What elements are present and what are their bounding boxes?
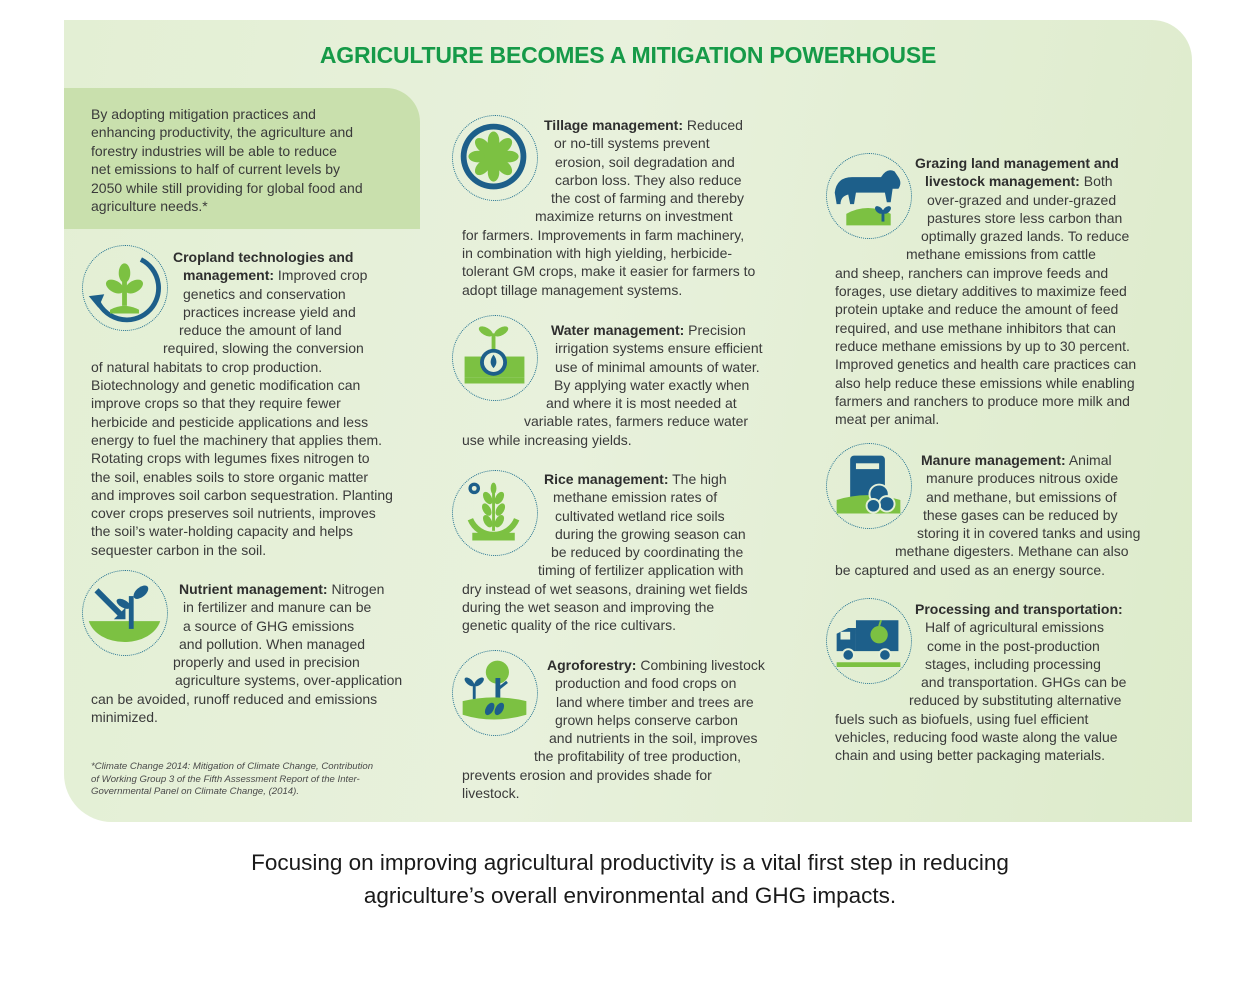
footnote-line: Governmental Panel on Climate Change, (2014). — [91, 786, 299, 798]
cropland-heading-2: management: — [183, 267, 275, 284]
tillage-line: for farmers. Improvements in farm machinery, — [462, 226, 745, 243]
grazing-line: optimally grazed lands. To reduce — [921, 228, 1130, 245]
manure-line: and methane, but emissions of — [926, 488, 1117, 505]
grazing-line: Improved genetics and health care practices can — [835, 356, 1137, 373]
cropland-line: Improved crop — [274, 267, 368, 284]
agroforestry-line: and nutrients in the soil, improves — [549, 730, 758, 747]
rice-section — [462, 470, 802, 635]
manure-line: manure produces nitrous oxide — [926, 470, 1119, 487]
processing-line: vehicles, reducing food waste along the value — [835, 729, 1118, 746]
nutrient-heading: Nutrient management: — [179, 581, 328, 597]
cropland-line: of natural habitats to crop production. — [91, 358, 323, 375]
cropland-line: the soil, enables soils to store organic matter — [91, 468, 369, 485]
cropland-line: Biotechnology and genetic modification can — [91, 377, 361, 394]
processing-line: and transportation. GHGs can be — [921, 674, 1127, 691]
processing-line: come in the post-production — [927, 637, 1100, 654]
intro-line: net emissions to half of current levels by — [91, 161, 341, 178]
rice-line: The high — [668, 471, 727, 487]
footnote-line: of Working Group 3 of the Fifth Assessment Report of the Inter- — [91, 773, 360, 785]
processing-line: stages, including processing — [925, 655, 1101, 672]
cropland-line: energy to fuel the machinery that applies them. — [91, 431, 383, 448]
water-line: and where it is most needed at — [546, 395, 737, 412]
rice-line: during the wet season and improving the — [462, 599, 715, 616]
figure-caption — [0, 846, 1242, 912]
grazing-line: also help reduce these emissions while enabling — [835, 374, 1135, 391]
water-heading: Water management: — [551, 322, 685, 338]
agroforestry-line: prevents erosion and provides shade for — [462, 766, 712, 783]
nutrient-line: Nitrogen — [327, 581, 385, 597]
intro-line: forestry industries will be able to reduce — [91, 142, 337, 159]
grazing-line: over-grazed and under-grazed — [927, 191, 1117, 208]
rice-heading: Rice management: — [544, 471, 669, 487]
intro-line: 2050 while still providing for global food and — [91, 179, 363, 196]
grazing-line: reduce methane emissions by up to 30 percent. — [835, 337, 1130, 354]
grazing-line: forages, use dietary additives to maximize feed — [835, 283, 1127, 300]
cropland-line: the soil’s water-holding capacity and helps — [91, 523, 354, 540]
nutrient-line: in fertilizer and manure can be — [183, 599, 372, 616]
intro-line: By adopting mitigation practices and — [91, 106, 316, 122]
intro-text — [91, 105, 411, 215]
footnote-line: *Climate Change 2014: Mitigation of Climate Change, Contribution — [91, 761, 374, 772]
intro-line: agriculture needs.* — [91, 198, 208, 215]
cropland-heading: Cropland technologies and — [173, 249, 354, 265]
water-line: Precision — [684, 322, 746, 338]
nutrient-line: can be avoided, runoff reduced and emissions — [91, 690, 378, 707]
tillage-line: adopt tillage management systems. — [462, 281, 683, 298]
rice-line: be reduced by coordinating the — [551, 544, 744, 561]
water-line: By applying water exactly when — [554, 376, 750, 393]
processing-line: Half of agricultural emissions — [925, 619, 1104, 636]
tillage-line: or no-till systems prevent — [554, 135, 710, 152]
grazing-line: pastures store less carbon than — [927, 209, 1123, 226]
agroforestry-heading: Agroforestry: — [547, 657, 637, 673]
manure-line: these gases can be reduced by — [923, 506, 1118, 523]
caption-line: Focusing on improving agricultural productivity is a vital first step in reducing — [251, 850, 1009, 875]
rice-line: genetic quality of the rice cultivars. — [462, 617, 676, 634]
nutrient-line: and pollution. When managed — [179, 635, 366, 652]
water-line: variable rates, farmers reduce water — [524, 413, 749, 430]
nutrient-line: agriculture systems, over-application — [175, 672, 403, 689]
agroforestry-line: the profitability of tree production, — [534, 748, 742, 765]
rice-line: methane emission rates of — [553, 489, 718, 506]
cropland-line: and improves soil carbon sequestration. Planting — [91, 486, 393, 503]
cropland-line: required, slowing the conversion — [163, 340, 364, 357]
cropland-line: reduce the amount of land — [179, 322, 342, 339]
grazing-line: farmers and ranchers to produce more milk and — [835, 392, 1130, 409]
processing-heading: Processing and transportation: — [915, 601, 1123, 617]
grazing-line: Both — [1079, 173, 1113, 190]
water-line: use of minimal amounts of water. — [555, 358, 760, 375]
processing-section — [835, 600, 1175, 765]
manure-line: methane digesters. Methane can also — [895, 543, 1129, 560]
rice-line: during the growing season can — [555, 525, 746, 542]
cropland-line: sequester carbon in the soil. — [91, 541, 267, 558]
agroforestry-line: production and food crops on — [555, 675, 737, 692]
footnote — [91, 761, 431, 799]
grazing-line: protein uptake and reduce the amount of feed — [835, 301, 1119, 318]
grazing-heading: Grazing land management and — [915, 155, 1119, 171]
grazing-line: and sheep, ranchers can improve feeds and — [835, 264, 1109, 281]
tillage-line: Reduced — [683, 117, 743, 133]
tillage-section — [462, 116, 802, 299]
agroforestry-line: Combining livestock — [636, 657, 765, 673]
manure-section — [835, 451, 1175, 579]
tillage-line: erosion, soil degradation and — [555, 153, 735, 170]
cropland-section — [91, 248, 431, 559]
agroforestry-line: livestock. — [462, 785, 520, 802]
tillage-line: maximize returns on investment — [535, 208, 733, 225]
nutrient-line: a source of GHG emissions — [183, 617, 355, 634]
grazing-line: methane emissions from cattle — [906, 246, 1096, 263]
tillage-line: in combination with high yielding, herbicide- — [462, 245, 733, 262]
water-section — [462, 321, 802, 449]
cropland-line: herbicide and pesticide applications and less — [91, 413, 369, 430]
intro-line: enhancing productivity, the agriculture and — [91, 124, 354, 141]
cropland-line: Rotating crops with legumes fixes nitrogen to — [91, 450, 370, 467]
tillage-line: carbon loss. They also reduce — [555, 171, 742, 188]
processing-line: reduced by substituting alternative — [909, 692, 1122, 709]
cropland-line: improve crops so that they require fewer — [91, 395, 341, 412]
processing-line: fuels such as biofuels, using fuel efficient — [835, 710, 1089, 727]
water-line: use while increasing yields. — [462, 431, 632, 448]
grazing-heading-2: livestock management: — [925, 173, 1080, 190]
processing-line: chain and using better packaging materials. — [835, 747, 1106, 764]
tillage-line: the cost of farming and thereby — [551, 190, 744, 207]
nutrient-section — [91, 580, 431, 726]
manure-line: be captured and used as an energy source. — [835, 561, 1106, 578]
agroforestry-section — [462, 656, 802, 802]
grazing-section — [835, 154, 1175, 428]
agroforestry-line: grown helps conserve carbon — [555, 711, 738, 728]
rice-line: dry instead of wet seasons, draining wet fields — [462, 580, 748, 597]
manure-heading: Manure management: — [921, 452, 1066, 468]
infographic-title: AGRICULTURE BECOMES A MITIGATION POWERHOUSE — [319, 42, 937, 68]
nutrient-line: minimized. — [91, 709, 158, 726]
water-line: irrigation systems ensure efficient — [555, 340, 763, 357]
manure-line: storing it in covered tanks and using — [917, 525, 1141, 542]
nutrient-line: properly and used in precision — [173, 654, 360, 671]
cropland-line: genetics and conservation — [183, 285, 346, 302]
grazing-line: meat per animal. — [835, 411, 940, 428]
rice-line: cultivated wetland rice soils — [555, 507, 725, 524]
caption-line: agriculture’s overall environmental and GHG impacts. — [363, 883, 897, 908]
manure-line: Animal — [1065, 452, 1112, 468]
cropland-line: cover crops preserves soil nutrients, improves — [91, 505, 376, 522]
tillage-line: tolerant GM crops, make it easier for farmers to — [462, 263, 756, 280]
rice-line: timing of fertilizer application with — [538, 562, 744, 579]
tillage-heading: Tillage management: — [544, 117, 684, 133]
agroforestry-line: land where timber and trees are — [556, 693, 754, 710]
cropland-line: practices increase yield and — [183, 303, 356, 320]
grazing-line: required, and use methane inhibitors that can — [835, 319, 1116, 336]
